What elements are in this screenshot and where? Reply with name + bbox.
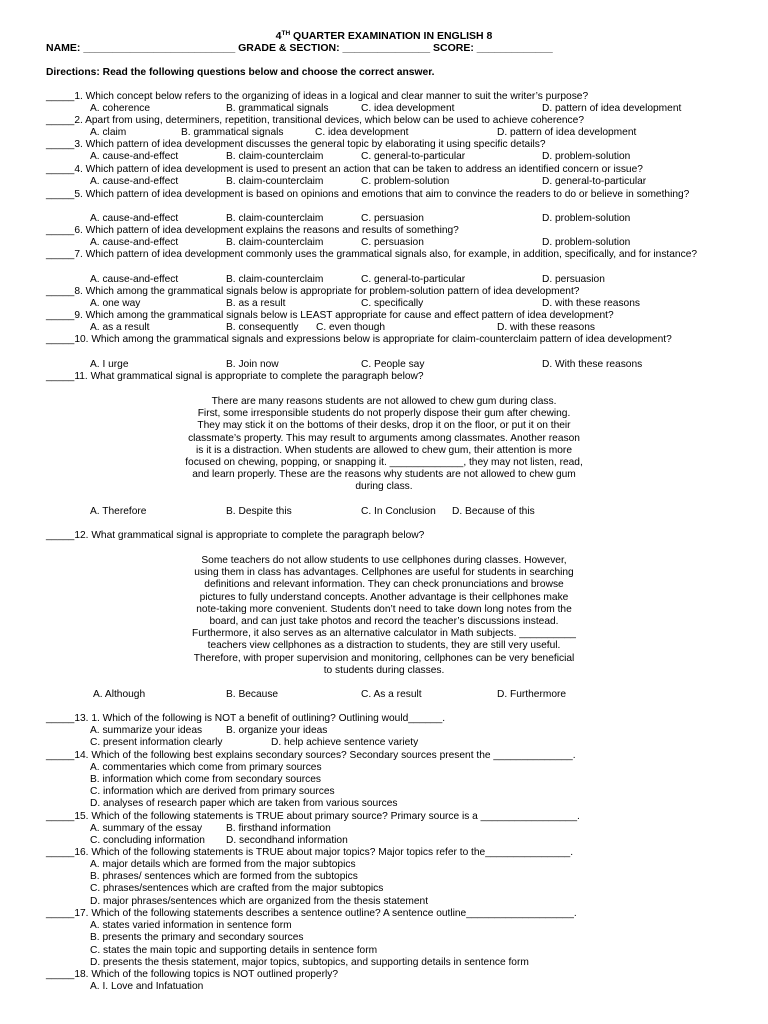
- option-d: D. problem-solution: [542, 237, 631, 248]
- passage-11: [160, 396, 608, 494]
- option-d: D. secondhand information: [226, 835, 348, 846]
- option-a: A. claim: [90, 127, 127, 138]
- passage-line: teachers view cellphones as a distraction to students, they are still very useful.: [207, 640, 561, 652]
- student-info-line: NAME: __________________________ GRADE & SECTION: _______________ SCORE: _____________: [46, 42, 553, 54]
- option-b: B. grammatical signals: [181, 127, 284, 138]
- option-a: A. as a result: [90, 322, 150, 333]
- option-a: A. cause-and-effect: [90, 237, 179, 248]
- question-11: _____11. What grammatical signal is appropriate to complete the paragraph below?: [46, 371, 424, 382]
- option-a: A. summarize your ideas: [90, 725, 203, 736]
- passage-line: during class.: [355, 481, 413, 493]
- option-c: C. As a result: [361, 689, 422, 700]
- option-c: C. persuasion: [361, 213, 424, 224]
- option-d: D. problem-solution: [542, 213, 631, 224]
- option-d: D. Because of this: [452, 506, 535, 517]
- option-a: A. major details which are formed from the major subtopics: [90, 859, 356, 870]
- option-b: B. claim-counterclaim: [226, 274, 324, 285]
- passage-line: note-taking more convenient. Students don’t need to take down long notes from the: [196, 603, 572, 615]
- option-c: C. general-to-particular: [361, 151, 466, 162]
- option-b: B. as a result: [226, 298, 286, 309]
- question-12: _____12. What grammatical signal is appropriate to complete the paragraph below?: [46, 530, 425, 541]
- option-b: B. information which come from secondary sources: [90, 774, 322, 785]
- option-b: B. claim-counterclaim: [226, 237, 324, 248]
- passage-line: board, and can just take photos and record the teacher’s discussions instead.: [209, 616, 559, 628]
- question-10: _____10. Which among the grammatical signals and expressions below is appropriate for claim-counterclaim pattern of idea development?: [46, 334, 672, 345]
- question-4: _____4. Which pattern of idea development is used to present an action that can be taken to address an identified concern or issue?: [46, 164, 643, 175]
- passage-line: There are many reasons students are not allowed to chew gum during class.: [211, 396, 557, 407]
- passage-line: to students during classes.: [323, 664, 445, 676]
- passage-line: is it is a distraction. When students are allowed to chew gum, their attention is more: [196, 444, 572, 456]
- question-13: _____13. 1. Which of the following is NOT a benefit of outlining? Outlining would______.: [46, 713, 446, 724]
- question-3: _____3. Which pattern of idea development discusses the general topic by elaborating it using specific details?: [46, 139, 546, 150]
- option-d: D. help achieve sentence variety: [271, 737, 419, 748]
- option-a: A. Although: [93, 689, 146, 700]
- question-6: _____6. Which pattern of idea development explains the reasons and results of something?: [46, 225, 459, 236]
- option-b: B. consequently: [226, 322, 299, 333]
- option-c: C. specifically: [361, 298, 424, 309]
- option-b: B. claim-counterclaim: [226, 213, 324, 224]
- option-d: D. pattern of idea development: [542, 103, 682, 114]
- option-a: A. Therefore: [90, 506, 147, 517]
- option-c: C. idea development: [315, 127, 409, 138]
- option-d: D. persuasion: [542, 274, 605, 285]
- question-9: _____9. Which among the grammatical signals below is LEAST appropriate for cause and effect pattern of idea development?: [46, 310, 614, 321]
- passage-line: focused on chewing, popping, or snapping it. _____________, they may not listen, read,: [185, 457, 583, 469]
- option-b: B. presents the primary and secondary sources: [90, 932, 304, 943]
- passage-line: They may stick it on the bottoms of their desks, drop it on the floor, or put it on their: [197, 420, 571, 432]
- title-number: 4: [275, 30, 282, 42]
- option-d: D. presents the thesis statement, major topics, subtopics, and supporting details in sentence form: [90, 957, 529, 968]
- question-2: _____2. Apart from using, determiners, repetition, transitional devices, which below can be used to achieve coherence?: [46, 115, 584, 126]
- option-d: D. problem-solution: [542, 151, 631, 162]
- passage-line: First, some irresponsible students do not properly dispose their gum after chewing.: [197, 408, 571, 420]
- option-b: B. phrases/ sentences which are formed from the subtopics: [90, 871, 358, 882]
- option-c: C. even though: [316, 322, 386, 333]
- option-a: A. summary of the essay: [90, 823, 203, 834]
- option-c: C. phrases/sentences which are crafted from the major subtopics: [90, 883, 384, 894]
- passage-line: pictures to fully understand concepts. Another advantage is their cellphones make: [199, 591, 569, 603]
- passage-line: Furthermore, it also serves as an alternative calculator in Math subjects. __________: [192, 628, 576, 640]
- question-14: _____14. Which of the following best explains secondary sources? Secondary sources present the ______________.: [46, 750, 576, 761]
- option-c: C. present information clearly: [90, 737, 223, 748]
- question-16: _____16. Which of the following statements is TRUE about major topics? Major topics refer to the_______________.: [46, 847, 574, 858]
- option-b: B. Despite this: [226, 506, 292, 517]
- passage-line: classmate’s property. This may result to arguments among classmates. Another reason: [188, 432, 580, 444]
- option-b: B. claim-counterclaim: [226, 151, 324, 162]
- option-b: B. organize your ideas: [226, 725, 328, 736]
- question-18: _____18. Which of the following topics is NOT outlined properly?: [46, 969, 339, 980]
- option-a: A. commentaries which come from primary sources: [90, 762, 322, 773]
- option-b: B. Join now: [226, 359, 279, 370]
- title-superscript: TH: [281, 30, 291, 37]
- option-d: D. general-to-particular: [542, 176, 647, 187]
- option-c: C. People say: [361, 359, 425, 370]
- passage-line: using them in class has advantages. Cellphones are useful for students in searching: [194, 567, 574, 579]
- option-d: D. With these reasons: [542, 359, 643, 370]
- option-b: B. Because: [226, 689, 279, 700]
- option-a: A. cause-and-effect: [90, 151, 179, 162]
- question-8: _____8. Which among the grammatical signals below is appropriate for problem-solution pattern of idea development?: [46, 286, 580, 297]
- option-c: C. states the main topic and supporting details in sentence form: [90, 945, 378, 956]
- option-b: B. grammatical signals: [226, 103, 329, 114]
- option-d: D. Furthermore: [497, 689, 567, 700]
- option-b: B. claim-counterclaim: [226, 176, 324, 187]
- question-7: _____7. Which pattern of idea development commonly uses the grammatical signals also, for example, in addition, specifically, and for instance?: [46, 249, 698, 260]
- exam-title: [0, 30, 768, 42]
- option-c: C. problem-solution: [361, 176, 450, 187]
- option-c: C. persuasion: [361, 237, 424, 248]
- option-a: A. I urge: [90, 359, 129, 370]
- option-d: D. pattern of idea development: [497, 127, 637, 138]
- option-c: C. In Conclusion: [361, 506, 436, 517]
- option-c: C. concluding information: [90, 835, 205, 846]
- option-d: D. with these reasons: [542, 298, 640, 309]
- passage-line: definitions and relevant information. They can check pronunciations and browse: [204, 579, 564, 591]
- option-d: D. major phrases/sentences which are organized from the thesis statement: [90, 896, 429, 907]
- title-text: QUARTER EXAMINATION IN ENGLISH 8: [290, 30, 493, 42]
- option-c: C. general-to-particular: [361, 274, 466, 285]
- passage-line: Some teachers do not allow students to use cellphones during classes. However,: [201, 555, 567, 566]
- option-d: D. analyses of research paper which are taken from various sources: [90, 798, 398, 809]
- option-a: A. one way: [90, 298, 141, 309]
- option-a: A. I. Love and Infatuation: [90, 981, 204, 992]
- question-17: _____17. Which of the following statements describes a sentence outline? A sentence outline___________________.: [46, 908, 577, 919]
- option-a: A. states varied information in sentence form: [90, 920, 292, 931]
- passage-12: [160, 555, 608, 677]
- passage-line: Therefore, with proper supervision and monitoring, cellphones can be very beneficial: [193, 652, 575, 664]
- question-1: _____1. Which concept below refers to the organizing of ideas in a logical and clear manner to suit the writer’s purpose?: [46, 91, 589, 102]
- option-a: A. coherence: [90, 103, 151, 114]
- passage-line: and learn properly. These are the reasons why students are not allowed to chew gum: [192, 469, 576, 481]
- option-c: C. idea development: [361, 103, 455, 114]
- option-a: A. cause-and-effect: [90, 274, 179, 285]
- option-a: A. cause-and-effect: [90, 213, 179, 224]
- question-5: _____5. Which pattern of idea development is based on opinions and emotions that aim to convince the readers to do or believe in something?: [46, 189, 690, 200]
- question-15: _____15. Which of the following statements is TRUE about primary source? Primary source is a _________________.: [46, 811, 580, 822]
- directions: Directions: Read the following questions below and choose the correct answer.: [46, 67, 435, 78]
- option-c: C. information which are derived from primary sources: [90, 786, 335, 797]
- option-a: A. cause-and-effect: [90, 176, 179, 187]
- option-d: D. with these reasons: [497, 322, 595, 333]
- option-b: B. firsthand information: [226, 823, 331, 834]
